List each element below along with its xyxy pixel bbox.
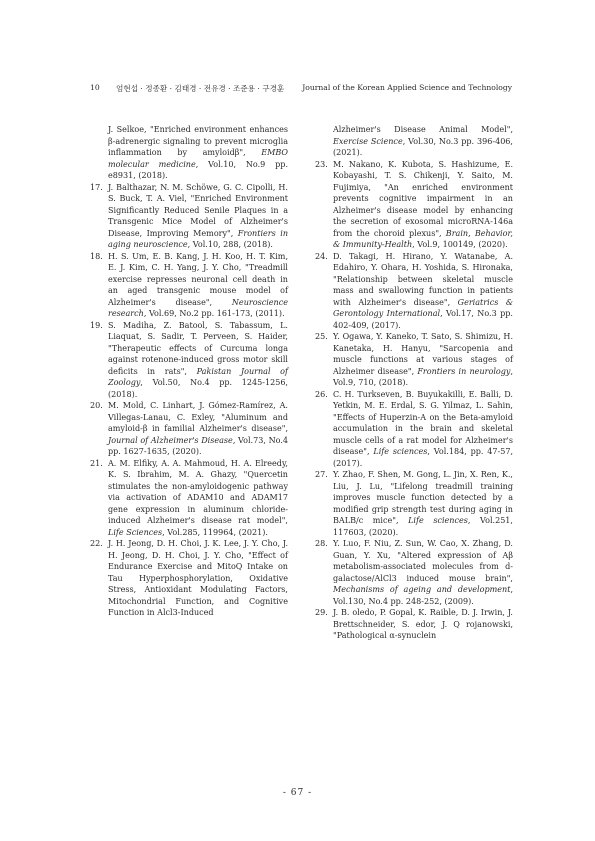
reference-source-title: Geriatrics & Gerontology International [333,297,513,318]
reference-text: J. Balthazar, N. M. Schöwe, G. C. Cipolli, H. S. Buck, T. A. Viel, "Enriched Environment Significantly Reduced Senile Plaques in a Transgenic Mice Model of Alzheimer's Disease, Improving Memory", [108,182,288,238]
reference-source-title: Frontiers in aging neuroscience [108,228,288,249]
reference-source-title: Neuroscience research [108,297,288,318]
reference-number: 19. [90,320,103,330]
reference-text: Y. Ogawa, Y. Kaneko, T. Sato, S. Shimizu, H. Kanetaka, H. Hanyu, "Sarcopenia and muscle functions at various stages of Alzheimer disease", [333,332,513,376]
page-footer [0,788,595,798]
reference-entry [90,458,288,539]
reference-entry [315,124,513,159]
reference-source-title: Frontiers in neurology [417,366,511,376]
reference-text: , Vol.9, 710, (2018). [333,366,513,387]
reference-text: J. B. oledo, P. Gopal, K. Raible, D. J. Irwin, J. Brettschneider, S. edor, J. Q rojanowski, "Pathological α-synuclein [333,608,513,640]
reference-source-title: Mechanisms of ageing and development [333,585,511,594]
reference-entry [315,331,513,389]
reference-number: 23. [315,159,328,169]
reference-number: 26. [315,389,328,399]
reference-source-title: Life sciences [408,516,468,525]
reference-entry [90,124,288,182]
header-authors: 엄현섭 · 정종환 · 김태경 · 전유경 · 조준용 · 구경훈 [116,84,285,93]
reference-entry [315,469,513,538]
reference-text: , Vol.10, 288, (2018). [187,240,273,249]
reference-source-title: Exercise Science [333,136,403,146]
reference-text: , Vol.73, No.4 pp. 1627-1635, (2020). [108,435,288,456]
reference-text: J. Selkoe, "Enriched environment enhances β-adrenergic signaling to prevent microglia inflammation by amyloidβ", [108,125,288,157]
reference-number: 27. [315,470,328,479]
reference-text: Alzheimer's Disease Animal Model", [333,125,513,134]
reference-text: , Vol.69, No.2 pp. 161-173, (2011). [143,309,285,318]
reference-text: C. H. Turkseven, B. Buyukakilli, E. Balli, D. Yetkin, M. E. Erdal, S. G. Yilmaz, L. Sahin, "Effects of Huperzin-A on the Beta-amyloid accumulation in the brain and skeletal muscle cells of a rat model for Alzheimer's disease", [333,389,513,456]
reference-entry [315,251,513,332]
reference-text: M. Nakano, K. Kubota, S. Hashizume, E. Kobayashi, T. S. Chikenji, Y. Saito, M. Fujimiya, "An enriched environment prevents cognitive impairment in an Alzheimer's disease model by enhancing the secretion of exosomal microRNA-146a from the choroid plexus", [333,159,513,238]
reference-source-title: Life Sciences [108,527,163,537]
reference-number: 17. [90,182,103,192]
reference-number: 28. [315,539,328,548]
reference-source-title: Brain, Behavior, & Immunity-Health [333,228,513,249]
reference-source-title: Journal of Alzheimer's Disease [108,435,233,445]
reference-number: 21. [90,458,103,468]
reference-number: 22. [90,539,103,548]
reference-number: 18. [90,251,103,261]
reference-text: , Vol.50, No.4 pp. 1245-1256, (2018). [108,378,288,399]
reference-entry [315,538,513,607]
reference-text: J. H. Jeong, D. H. Choi, J. K. Lee, J. Y. Cho, J. H. Jeong, D. H. Choi, J. Y. Cho, "Effect of Endurance Exercise and MitoQ Intake on Tau Hyperphosphorylation, Oxidative Stress, Antioxidant Modulating Factors, Mitochondrial Function, and Cognitive Function in Alcl3-Induced [108,539,288,617]
reference-source-title: Pakistan Journal of Zoology [108,366,288,387]
reference-entry [90,320,288,401]
reference-text: Y. Luo, F. Niu, Z. Sun, W. Cao, X. Zhang, D. Guan, Y. Xu, "Altered expression of Aβ metabolism-associated molecules from d-galactose/AlCl3 induced mouse brain", [333,539,513,583]
reference-text: , Vol.285, 119964, (2021). [162,527,268,537]
reference-text: , Vol.130, No.4 pp. 248-252, (2009). [333,585,513,606]
reference-entry [90,538,288,619]
reference-text: , Vol.10, No.9 pp. e8931, (2018). [108,159,289,180]
header-page-number: 10 [90,83,100,92]
reference-text: M. Mold, C. Linhart, J. Gómez-Ramírez, A. Villegas-Lanau, C. Exley, "Aluminum and amyloid-β in familial Alzheimer's disease", [108,401,288,433]
reference-entry [315,159,513,251]
reference-text: , Vol.251, 117603, (2020). [333,516,513,537]
references-left-column [90,124,288,619]
reference-text: , Vol.9, 100149, (2020). [412,240,508,249]
reference-entry [315,389,513,470]
reference-text: Y. Zhao, F. Shen, M. Gong, L. Jin, X. Ren, K., Liu, J. Lu, "Lifelong treadmill training improves muscle function detected by a modified grip strength test during aging in BALB/c mice", [333,470,513,525]
reference-entry [315,607,513,642]
reference-number: 20. [90,401,103,410]
reference-number: 24. [315,251,328,261]
reference-text: S. Madiha, Z. Batool, S. Tabassum, L. Liaquat, S. Sadir, T. Perveen, S. Haider, "Therapeutic effects of Curcuma longa against rotenone-induced gross motor skill deficits in rats", [108,320,288,376]
running-header [90,83,512,95]
reference-text: , Vol.184, pp. 47-57, (2017). [333,447,514,468]
reference-text: , Vol.30, No.3 pp. 396-406, (2021). [333,136,513,157]
reference-source-title: EMBO molecular medicine [108,148,288,169]
footer-page-number: - 67 - [282,788,313,798]
reference-text: , Vol.17, No.3 pp. 402-409, (2017). [333,309,513,330]
reference-text: A. M. Elfiky, A. A. Mahmoud, H. A. Elreedy, K. S. Ibrahim, M. A. Ghazy, "Quercetin stimulates the non-amyloidogenic pathway via activation of ADAM10 and ADAM17 gene expression in aluminum chloride-induced Alzheimer's disease rat model", [108,458,288,525]
reference-text: D. Takagi, H. Hirano, Y. Watanabe, A. Edahiro, Y. Ohara, H. Yoshida, S. Hironaka, "Relationship between skeletal muscle mass and swallowing function in patients with Alzheimer's disease", [333,251,513,307]
reference-entry [90,400,288,458]
reference-number: 29. [315,608,328,617]
references-right-column [315,124,513,642]
reference-entry [90,251,288,320]
reference-text: H. S. Um, E. B. Kang, J. H. Koo, H. T. Kim, E. J. Kim, C. H. Yang, J. Y. Cho, "Treadmill exercise represses neuronal cell death in an aged transgenic mouse model of Alzheimer's disease", [108,251,288,307]
reference-source-title: Life sciences [373,447,428,456]
header-journal-title: Journal of the Korean Applied Science and Technology [302,83,512,92]
reference-number: 25. [315,332,328,341]
reference-entry [90,182,288,251]
